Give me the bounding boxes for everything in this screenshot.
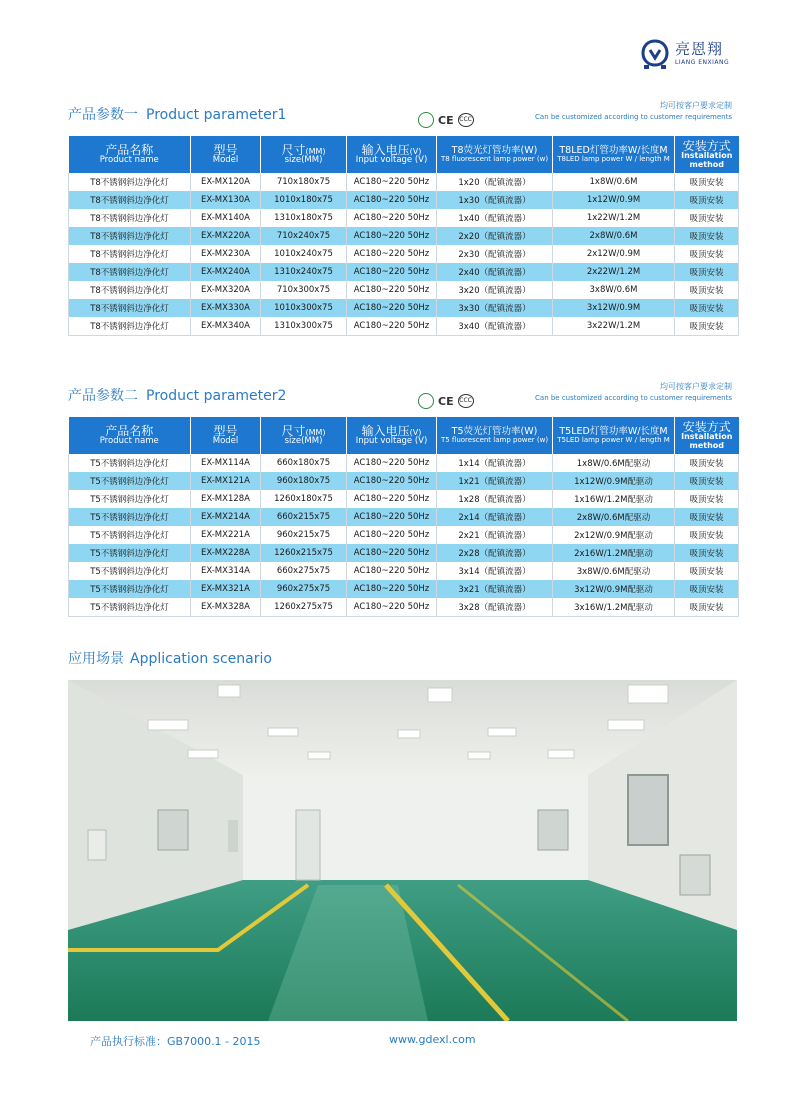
col-header-voltage: 输入电压(V) Input voltage (V)	[347, 136, 437, 173]
led-power-cell: 1x12W/0.9M	[553, 191, 675, 209]
table-row	[69, 281, 739, 299]
led-power-cell: 2x8W/0.6M	[553, 227, 675, 245]
product-name-cell: T5不锈钢斜边净化灯	[69, 598, 191, 617]
installation-cell: 吸顶安装	[675, 191, 739, 209]
table-row	[69, 544, 739, 562]
size-cell: 1310x180x75	[261, 209, 347, 227]
fluorescent-power-cell: 3x20（配镇流器）	[437, 281, 553, 299]
size-cell: 960x215x75	[261, 526, 347, 544]
product-params-section-2	[68, 381, 738, 617]
led-power-cell: 3x12W/0.9M	[553, 299, 675, 317]
size-cell: 1260x180x75	[261, 490, 347, 508]
table-row	[69, 454, 739, 472]
fluorescent-power-cell: 1x40（配镇流器）	[437, 209, 553, 227]
fluorescent-power-cell: 2x14（配镇流器）	[437, 508, 553, 526]
model-cell: EX-MX328A	[191, 598, 261, 617]
size-cell: 710x180x75	[261, 173, 347, 191]
installation-cell: 吸顶安装	[675, 209, 739, 227]
led-power-cell: 2x16W/1.2M配驱动	[553, 544, 675, 562]
fluorescent-power-cell: 1x21（配镇流器）	[437, 472, 553, 490]
scenario-title-en: Application scenario	[130, 651, 272, 667]
product-params-section-1	[68, 100, 738, 336]
col-header-model: 型号 Model	[191, 136, 261, 173]
led-power-cell: 1x8W/0.6M	[553, 173, 675, 191]
customization-note-cn: 均可按客户要求定制	[660, 101, 732, 110]
fluorescent-power-cell: 3x28（配镇流器）	[437, 598, 553, 617]
model-cell: EX-MX230A	[191, 245, 261, 263]
model-cell: EX-MX121A	[191, 472, 261, 490]
model-cell: EX-MX114A	[191, 454, 261, 472]
led-power-cell: 1x8W/0.6M配驱动	[553, 454, 675, 472]
product-table-1	[68, 136, 739, 336]
product-standard: 产品执行标准：GB7000.1 - 2015	[90, 1035, 261, 1048]
scenario-title-cn: 应用场景	[68, 651, 124, 667]
product-name-cell: T5不锈钢斜边净化灯	[69, 454, 191, 472]
size-cell: 1010x240x75	[261, 245, 347, 263]
installation-cell: 吸顶安装	[675, 490, 739, 508]
product-name-cell: T8不锈钢斜边净化灯	[69, 317, 191, 336]
model-cell: EX-MX321A	[191, 580, 261, 598]
voltage-cell: AC180~220 50Hz	[347, 562, 437, 580]
led-power-cell: 2x12W/0.9M	[553, 245, 675, 263]
installation-cell: 吸顶安装	[675, 562, 739, 580]
size-cell: 1010x180x75	[261, 191, 347, 209]
brand-logo	[640, 38, 729, 70]
model-cell: EX-MX128A	[191, 490, 261, 508]
model-cell: EX-MX340A	[191, 317, 261, 336]
model-cell: EX-MX221A	[191, 526, 261, 544]
voltage-cell: AC180~220 50Hz	[347, 173, 437, 191]
product-name-cell: T5不锈钢斜边净化灯	[69, 490, 191, 508]
ccc-mark-icon: CCC	[458, 394, 474, 408]
scenario-title	[68, 648, 272, 668]
section-1-title-en: Product parameter1	[146, 107, 287, 123]
installation-cell: 吸顶安装	[675, 317, 739, 336]
table-row	[69, 263, 739, 281]
table-row	[69, 472, 739, 490]
col-header-product-name: 产品名称 Product name	[69, 136, 191, 173]
voltage-cell: AC180~220 50Hz	[347, 281, 437, 299]
installation-cell: 吸顶安装	[675, 526, 739, 544]
table-row	[69, 598, 739, 617]
installation-cell: 吸顶安装	[675, 173, 739, 191]
fluorescent-power-cell: 1x20（配镇流器）	[437, 173, 553, 191]
table-row	[69, 227, 739, 245]
fluorescent-power-cell: 3x21（配镇流器）	[437, 580, 553, 598]
product-name-cell: T8不锈钢斜边净化灯	[69, 299, 191, 317]
led-power-cell: 2x8W/0.6M配驱动	[553, 508, 675, 526]
col-header-size: 尺寸(MM) size(MM)	[261, 136, 347, 173]
col-header-fluorescent-power: T5荧光灯管功率(W) T5 fluorescent lamp power (w)	[437, 417, 553, 454]
section-1-title	[68, 104, 286, 124]
fluorescent-power-cell: 3x40（配镇流器）	[437, 317, 553, 336]
voltage-cell: AC180~220 50Hz	[347, 263, 437, 281]
table-row	[69, 580, 739, 598]
product-name-cell: T5不锈钢斜边净化灯	[69, 508, 191, 526]
model-cell: EX-MX140A	[191, 209, 261, 227]
installation-cell: 吸顶安装	[675, 544, 739, 562]
table-row	[69, 209, 739, 227]
customization-note	[535, 100, 732, 121]
size-cell: 1260x215x75	[261, 544, 347, 562]
customization-note-en: Can be customized according to customer requirements	[535, 113, 732, 121]
certification-marks	[418, 393, 474, 409]
table-row	[69, 508, 739, 526]
led-power-cell: 2x12W/0.9M配驱动	[553, 526, 675, 544]
led-power-cell: 3x16W/1.2M配驱动	[553, 598, 675, 617]
cleanroom-illustration	[68, 680, 737, 1021]
section-2-title	[68, 385, 286, 405]
size-cell: 960x275x75	[261, 580, 347, 598]
col-header-installation: 安装方式 Installation method	[675, 417, 739, 454]
installation-cell: 吸顶安装	[675, 598, 739, 617]
col-header-led-power: T8LED灯管功率W/长度M T8LED lamp power W / length M	[553, 136, 675, 173]
table-header-row	[69, 417, 739, 454]
model-cell: EX-MX240A	[191, 263, 261, 281]
installation-cell: 吸顶安装	[675, 245, 739, 263]
voltage-cell: AC180~220 50Hz	[347, 580, 437, 598]
quality-cert-icon	[418, 112, 434, 128]
fluorescent-power-cell: 2x40（配镇流器）	[437, 263, 553, 281]
ce-mark-icon: CE	[438, 113, 454, 127]
led-power-cell: 1x22W/1.2M	[553, 209, 675, 227]
size-cell: 960x180x75	[261, 472, 347, 490]
col-header-fluorescent-power: T8荧光灯管功率(W) T8 fluorescent lamp power (w)	[437, 136, 553, 173]
section-2-title-en: Product parameter2	[146, 388, 287, 404]
size-cell: 660x275x75	[261, 562, 347, 580]
model-cell: EX-MX330A	[191, 299, 261, 317]
table-header-row	[69, 136, 739, 173]
fluorescent-power-cell: 2x21（配镇流器）	[437, 526, 553, 544]
table-row	[69, 317, 739, 336]
size-cell: 1260x275x75	[261, 598, 347, 617]
led-power-cell: 1x12W/0.9M配驱动	[553, 472, 675, 490]
fluorescent-power-cell: 1x14（配镇流器）	[437, 454, 553, 472]
col-header-model: 型号 Model	[191, 417, 261, 454]
size-cell: 1010x300x75	[261, 299, 347, 317]
size-cell: 1310x240x75	[261, 263, 347, 281]
led-power-cell: 1x16W/1.2M配驱动	[553, 490, 675, 508]
voltage-cell: AC180~220 50Hz	[347, 317, 437, 336]
size-cell: 1310x300x75	[261, 317, 347, 336]
installation-cell: 吸顶安装	[675, 454, 739, 472]
brand-emblem-icon	[640, 38, 670, 70]
fluorescent-power-cell: 3x30（配镇流器）	[437, 299, 553, 317]
model-cell: EX-MX214A	[191, 508, 261, 526]
model-cell: EX-MX320A	[191, 281, 261, 299]
col-header-voltage: 输入电压(V) Input voltage (V)	[347, 417, 437, 454]
website-url[interactable]: www.gdexl.com	[389, 1033, 476, 1046]
installation-cell: 吸顶安装	[675, 263, 739, 281]
voltage-cell: AC180~220 50Hz	[347, 472, 437, 490]
installation-cell: 吸顶安装	[675, 299, 739, 317]
voltage-cell: AC180~220 50Hz	[347, 508, 437, 526]
quality-cert-icon	[418, 393, 434, 409]
voltage-cell: AC180~220 50Hz	[347, 598, 437, 617]
ce-mark-icon: CE	[438, 394, 454, 408]
fluorescent-power-cell: 2x30（配镇流器）	[437, 245, 553, 263]
voltage-cell: AC180~220 50Hz	[347, 209, 437, 227]
installation-cell: 吸顶安装	[675, 281, 739, 299]
voltage-cell: AC180~220 50Hz	[347, 245, 437, 263]
voltage-cell: AC180~220 50Hz	[347, 191, 437, 209]
cleanroom-photo	[68, 680, 737, 1021]
voltage-cell: AC180~220 50Hz	[347, 299, 437, 317]
product-name-cell: T8不锈钢斜边净化灯	[69, 263, 191, 281]
product-table-2	[68, 417, 739, 617]
installation-cell: 吸顶安装	[675, 580, 739, 598]
model-cell: EX-MX314A	[191, 562, 261, 580]
fluorescent-power-cell: 2x20（配镇流器）	[437, 227, 553, 245]
ccc-mark-icon: CCC	[458, 113, 474, 127]
brand-name-cn: 亮恩翔	[675, 40, 724, 58]
section-1-title-cn: 产品参数一	[68, 107, 138, 123]
product-name-cell: T8不锈钢斜边净化灯	[69, 209, 191, 227]
product-name-cell: T5不锈钢斜边净化灯	[69, 580, 191, 598]
col-header-size: 尺寸(MM) size(MM)	[261, 417, 347, 454]
table-row	[69, 526, 739, 544]
model-cell: EX-MX120A	[191, 173, 261, 191]
col-header-product-name: 产品名称 Product name	[69, 417, 191, 454]
voltage-cell: AC180~220 50Hz	[347, 544, 437, 562]
customization-note-en: Can be customized according to customer requirements	[535, 394, 732, 402]
product-name-cell: T8不锈钢斜边净化灯	[69, 191, 191, 209]
product-name-cell: T5不锈钢斜边净化灯	[69, 526, 191, 544]
size-cell: 710x240x75	[261, 227, 347, 245]
led-power-cell: 3x12W/0.9M配驱动	[553, 580, 675, 598]
led-power-cell: 3x22W/1.2M	[553, 317, 675, 336]
table-row	[69, 490, 739, 508]
table-row	[69, 562, 739, 580]
col-header-led-power: T5LED灯管功率W/长度M T5LED lamp power W / length M	[553, 417, 675, 454]
voltage-cell: AC180~220 50Hz	[347, 227, 437, 245]
product-name-cell: T5不锈钢斜边净化灯	[69, 544, 191, 562]
table-row	[69, 245, 739, 263]
model-cell: EX-MX220A	[191, 227, 261, 245]
product-name-cell: T5不锈钢斜边净化灯	[69, 562, 191, 580]
voltage-cell: AC180~220 50Hz	[347, 490, 437, 508]
customization-note-cn: 均可按客户要求定制	[660, 382, 732, 391]
size-cell: 660x180x75	[261, 454, 347, 472]
section-2-title-cn: 产品参数二	[68, 388, 138, 404]
product-name-cell: T8不锈钢斜边净化灯	[69, 173, 191, 191]
fluorescent-power-cell: 2x28（配镇流器）	[437, 544, 553, 562]
model-cell: EX-MX228A	[191, 544, 261, 562]
model-cell: EX-MX130A	[191, 191, 261, 209]
table-row	[69, 299, 739, 317]
table-row	[69, 191, 739, 209]
voltage-cell: AC180~220 50Hz	[347, 454, 437, 472]
fluorescent-power-cell: 1x30（配镇流器）	[437, 191, 553, 209]
fluorescent-power-cell: 1x28（配镇流器）	[437, 490, 553, 508]
certification-marks	[418, 112, 474, 128]
led-power-cell: 2x22W/1.2M	[553, 263, 675, 281]
fluorescent-power-cell: 3x14（配镇流器）	[437, 562, 553, 580]
installation-cell: 吸顶安装	[675, 227, 739, 245]
brand-name-en: LIANG ENXIANG	[675, 59, 730, 66]
table-row	[69, 173, 739, 191]
product-name-cell: T8不锈钢斜边净化灯	[69, 245, 191, 263]
col-header-installation: 安装方式 Installation method	[675, 136, 739, 173]
product-name-cell: T5不锈钢斜边净化灯	[69, 472, 191, 490]
size-cell: 660x215x75	[261, 508, 347, 526]
voltage-cell: AC180~220 50Hz	[347, 526, 437, 544]
led-power-cell: 3x8W/0.6M	[553, 281, 675, 299]
customization-note	[535, 381, 732, 402]
product-name-cell: T8不锈钢斜边净化灯	[69, 281, 191, 299]
installation-cell: 吸顶安装	[675, 472, 739, 490]
led-power-cell: 3x8W/0.6M配驱动	[553, 562, 675, 580]
product-name-cell: T8不锈钢斜边净化灯	[69, 227, 191, 245]
size-cell: 710x300x75	[261, 281, 347, 299]
installation-cell: 吸顶安装	[675, 508, 739, 526]
